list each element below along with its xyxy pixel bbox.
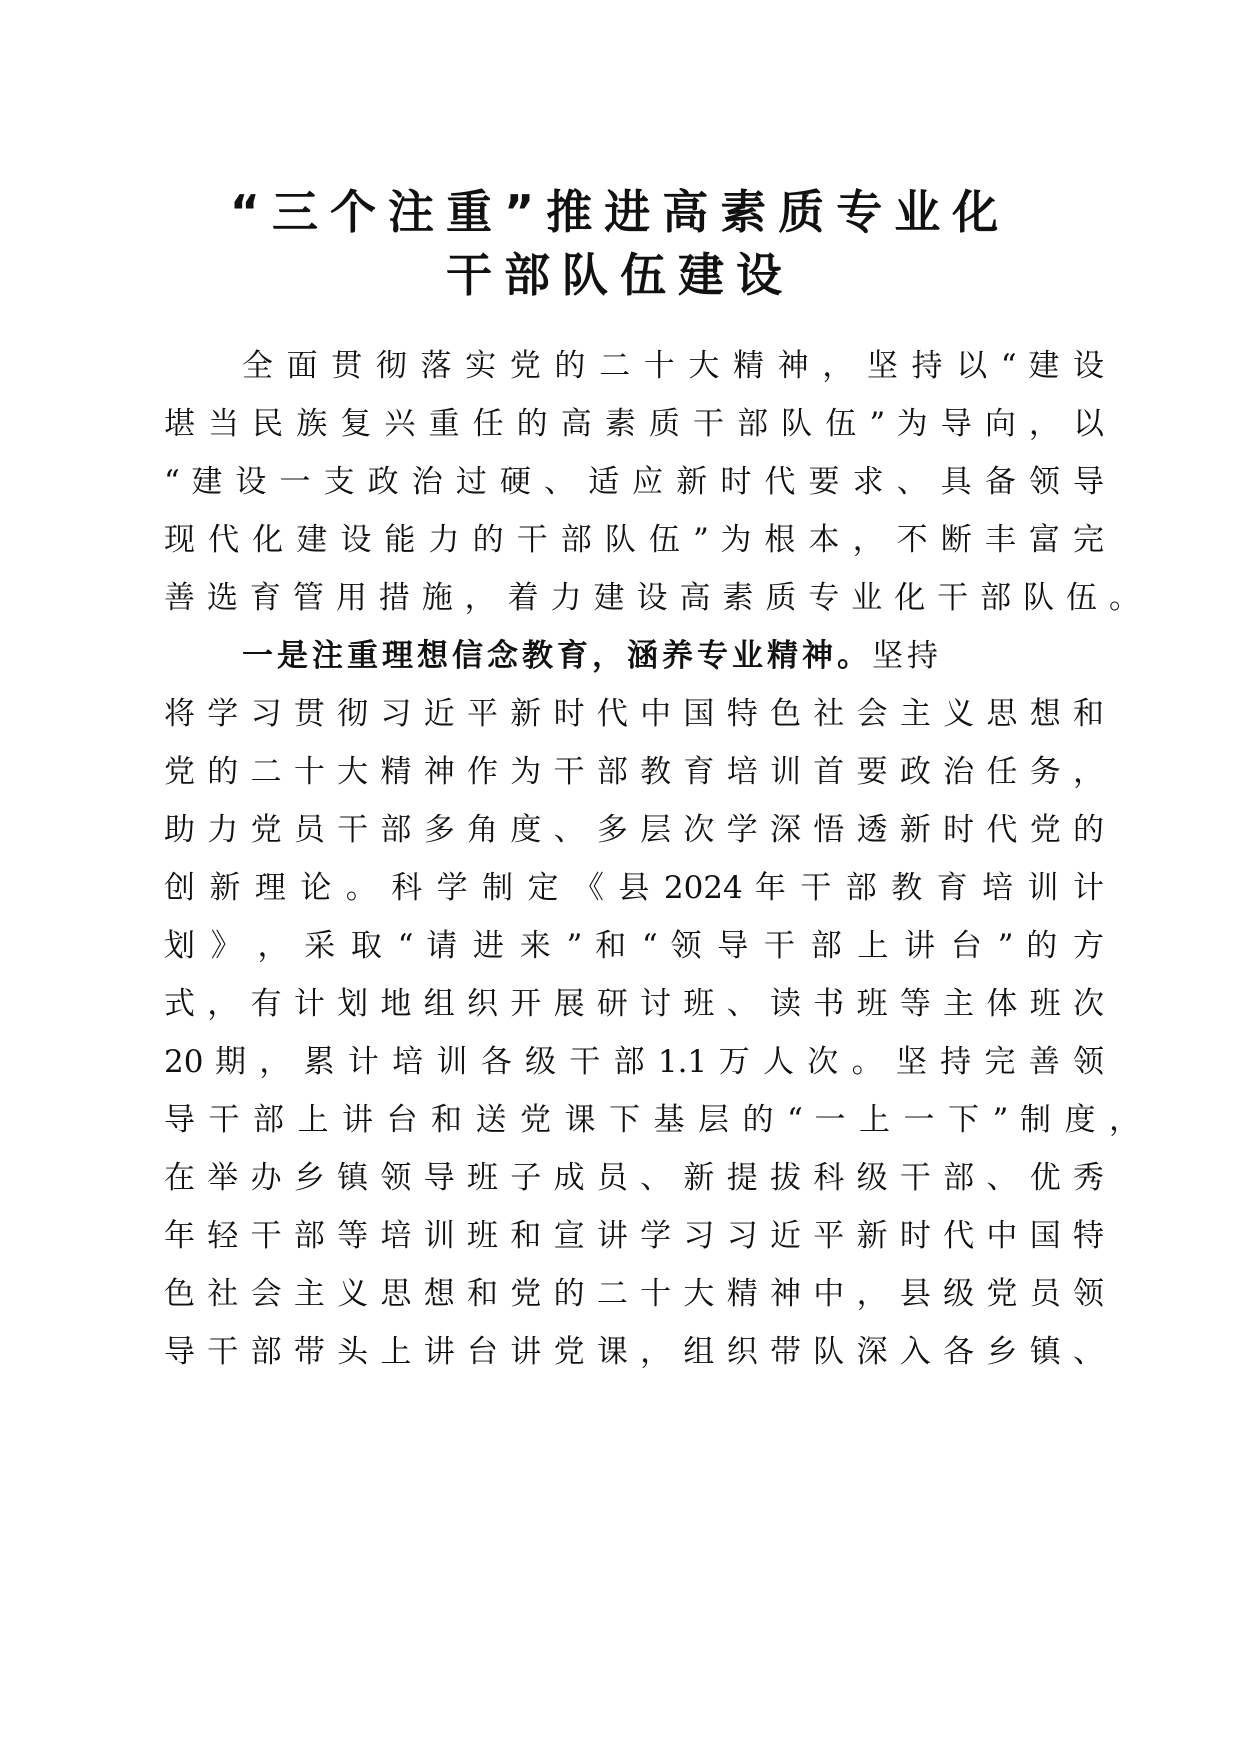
section-heading-line	[242, 636, 1104, 676]
paragraph-line: 现 代 化 建 设 能 力 的 干 部 队 伍 ” 为 根 本 ， 不 断 丰 富 完	[164, 522, 1104, 558]
paragraph-line: “ 建 设 一 支 政 治 过 硬 、 适 应 新 时 代 要 求 、 具 备 领 导	[164, 464, 1104, 500]
paragraph-line: 创 新 理 论 。 科 学 制 定 《 县 2024 年 干 部 教 育 培 训 计	[164, 870, 1104, 906]
paragraph-line: 在 举 办 乡 镇 领 导 班 子 成 员 、 新 提 拔 科 级 干 部 、 优 秀	[164, 1160, 1104, 1196]
section-heading-tail: 坚持	[872, 638, 942, 674]
paragraph-line: 全 面 贯 彻 落 实 党 的 二 十 大 精 神 ， 坚 持 以 “ 建 设	[242, 348, 1104, 384]
paragraph-line: 导 干 部 上 讲 台 和 送 党 课 下 基 层 的 “ 一 上 一 下 ” 制 度 ，	[164, 1102, 1140, 1138]
paragraph-line: 助 力 党 员 干 部 多 角 度 、 多 层 次 学 深 悟 透 新 时 代 党 的	[164, 812, 1104, 848]
paragraph-line: 划 》 ， 采 取 “ 请 进 来 ” 和 “ 领 导 干 部 上 讲 台 ” 的 方	[164, 928, 1104, 964]
paragraph-line: 20 期 ， 累 计 培 训 各 级 干 部 1.1 万 人 次 。 坚 持 完 善 领	[164, 1044, 1104, 1080]
paragraph-line: 导 干 部 带 头 上 讲 台 讲 党 课 ， 组 织 带 队 深 入 各 乡 镇 、	[164, 1334, 1104, 1370]
paragraph-line: 党 的 二 十 大 精 神 作 为 干 部 教 育 培 训 首 要 政 治 任 务 ，	[164, 754, 1104, 790]
paragraph-line: 将 学 习 贯 彻 习 近 平 新 时 代 中 国 特 色 社 会 主 义 思 想 和	[164, 696, 1104, 732]
document-title-line-1: “三个注重”推进高素质专业化	[229, 185, 1011, 239]
document-title-line-2: 干部队伍建设	[446, 248, 794, 302]
paragraph-line: 堪 当 民 族 复 兴 重 任 的 高 素 质 干 部 队 伍 ” 为 导 向 ， 以	[164, 406, 1104, 442]
paragraph-line: 年 轻 干 部 等 培 训 班 和 宣 讲 学 习 习 近 平 新 时 代 中 国 特	[164, 1218, 1104, 1254]
section-heading: 一是注重理想信念教育，涵养专业精神。	[242, 638, 872, 674]
paragraph-line: 善 选 育 管 用 措 施 ， 着 力 建 设 高 素 质 专 业 化 干 部 队 伍 。	[164, 580, 1140, 616]
paragraph-line: 色 社 会 主 义 思 想 和 党 的 二 十 大 精 神 中 ， 县 级 党 员 领	[164, 1276, 1104, 1312]
paragraph-line: 式 ， 有 计 划 地 组 织 开 展 研 讨 班 、 读 书 班 等 主 体 班 次	[164, 986, 1104, 1022]
